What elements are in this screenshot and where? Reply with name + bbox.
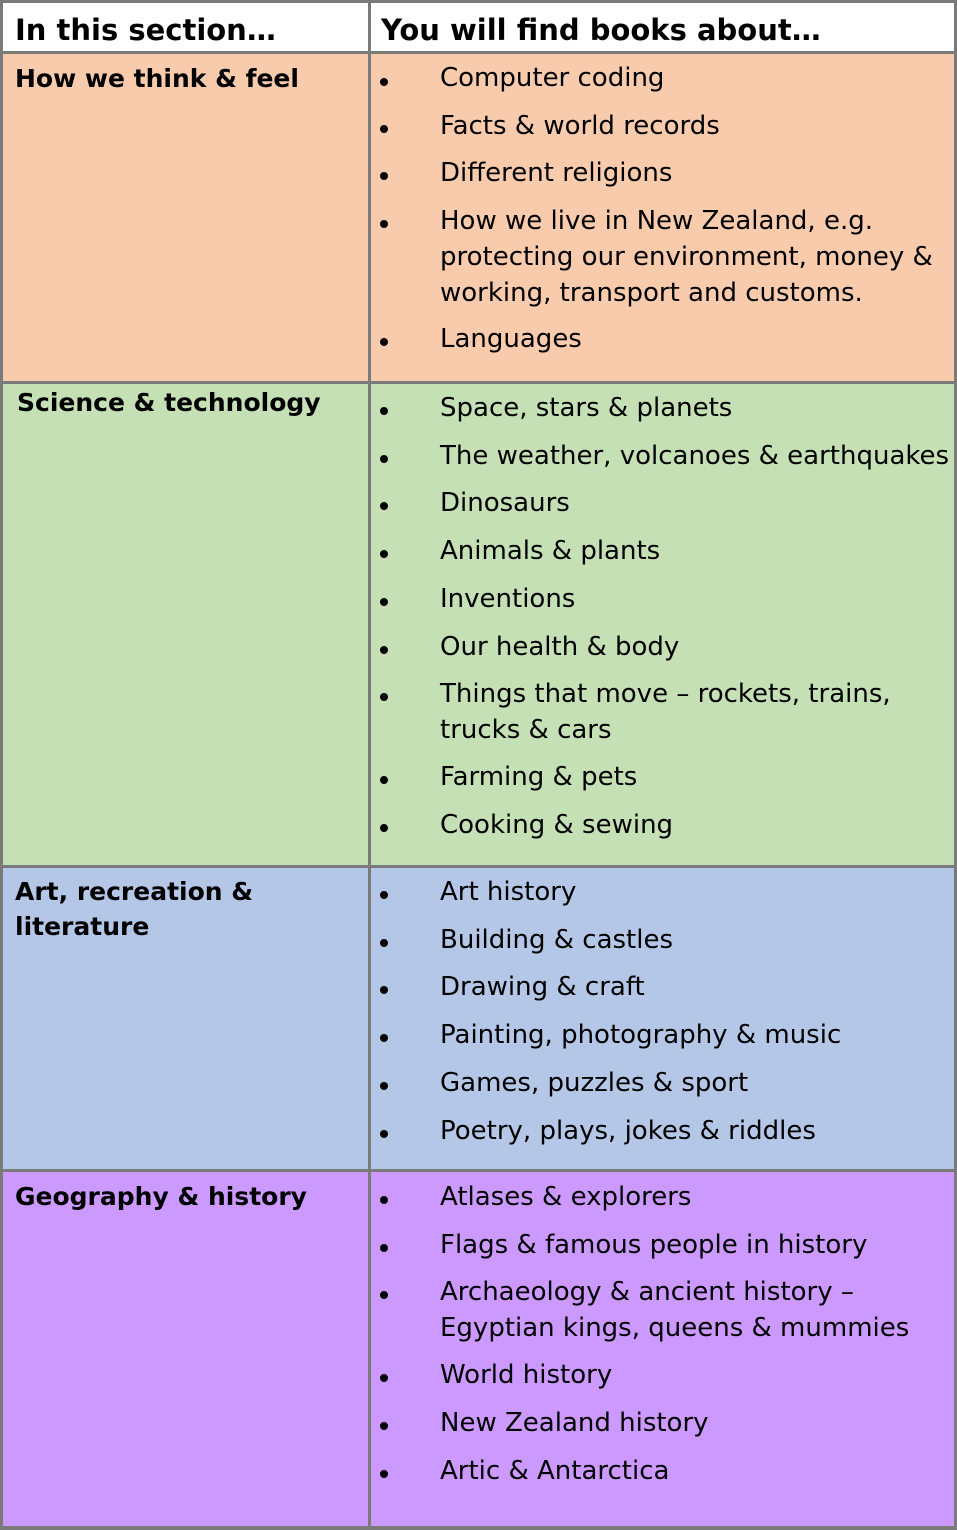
list-item: Different religions — [440, 158, 673, 188]
bullet-icon — [380, 220, 388, 228]
section-cell-art — [3, 867, 369, 1169]
list-item: Poetry, plays, jokes & riddles — [440, 1116, 816, 1146]
list-item: Computer coding — [440, 63, 665, 93]
section-title: Geography & history — [15, 1182, 307, 1211]
section-title: Science & technology — [17, 388, 321, 417]
list-item: Languages — [440, 324, 582, 354]
list-item: New Zealand history — [440, 1408, 709, 1438]
list-item: World history — [440, 1360, 613, 1390]
list-item: Flags & famous people in history — [440, 1230, 868, 1260]
bullet-icon — [380, 455, 388, 463]
bullet-icon — [380, 1244, 388, 1252]
bullet-icon — [380, 125, 388, 133]
row-divider — [0, 865, 957, 868]
bullet-icon — [380, 502, 388, 510]
list-item: Atlases & explorers — [440, 1182, 692, 1212]
section-cell-science — [3, 383, 369, 865]
list-item: The weather, volcanoes & earthquakes — [440, 441, 950, 471]
header-cell-section — [3, 3, 369, 51]
header-cell-books — [370, 3, 954, 51]
bullet-icon — [380, 986, 388, 994]
header-section-label: In this section… — [15, 13, 276, 47]
bullet-icon — [380, 1422, 388, 1430]
bullet-icon — [380, 1034, 388, 1042]
bullet-icon — [380, 598, 388, 606]
column-divider — [368, 0, 371, 1530]
bullet-icon — [380, 776, 388, 784]
list-item: Artic & Antarctica — [440, 1456, 670, 1486]
bullet-icon — [380, 1130, 388, 1138]
bullet-icon — [380, 939, 388, 947]
list-item: Inventions — [440, 584, 576, 614]
bullet-icon — [380, 550, 388, 558]
table-border-bottom — [0, 1526, 957, 1530]
bullet-icon — [380, 1196, 388, 1204]
row-divider — [0, 1169, 957, 1172]
list-item: Art history — [440, 877, 577, 907]
bullet-icon — [380, 172, 388, 180]
bullet-icon — [380, 891, 388, 899]
list-item: Cooking & sewing — [440, 810, 674, 840]
list-item: Drawing & craft — [440, 972, 645, 1002]
list-item: Animals & plants — [440, 536, 661, 566]
list-item: Dinosaurs — [440, 488, 570, 518]
bullet-icon — [380, 1374, 388, 1382]
row-divider — [0, 51, 957, 54]
bullet-icon — [380, 693, 388, 701]
list-item: Building & castles — [440, 925, 674, 955]
list-item: Games, puzzles & sport — [440, 1068, 749, 1098]
bullet-icon — [380, 338, 388, 346]
list-item: Facts & world records — [440, 111, 720, 141]
list-item: Farming & pets — [440, 762, 638, 792]
section-title: How we think & feel — [15, 64, 299, 93]
bullet-icon — [380, 1470, 388, 1478]
list-item: Things that move – rockets, trains, trucks & cars — [440, 679, 891, 745]
list-item: Our health & body — [440, 632, 680, 662]
section-title: Art, recreation & literature — [15, 877, 254, 941]
table-border-left — [0, 0, 3, 1530]
bullet-icon — [380, 407, 388, 415]
header-books-label: You will find books about… — [381, 13, 821, 47]
bullet-icon — [380, 824, 388, 832]
list-item: Archaeology & ancient history – Egyptian kings, queens & mummies — [440, 1277, 910, 1343]
bullet-icon — [380, 646, 388, 654]
table-border-top — [0, 0, 957, 3]
bullet-icon — [380, 1291, 388, 1299]
list-item: How we live in New Zealand, e.g. protecting our environment, money & working, transport and customs. — [440, 206, 933, 308]
list-item: Space, stars & planets — [440, 393, 733, 423]
section-cell-geography — [3, 1171, 369, 1526]
section-cell-think-feel — [3, 53, 369, 381]
bullet-icon — [380, 1082, 388, 1090]
row-divider — [0, 381, 957, 384]
list-item: Painting, photography & music — [440, 1020, 842, 1050]
bullet-icon — [380, 78, 388, 86]
